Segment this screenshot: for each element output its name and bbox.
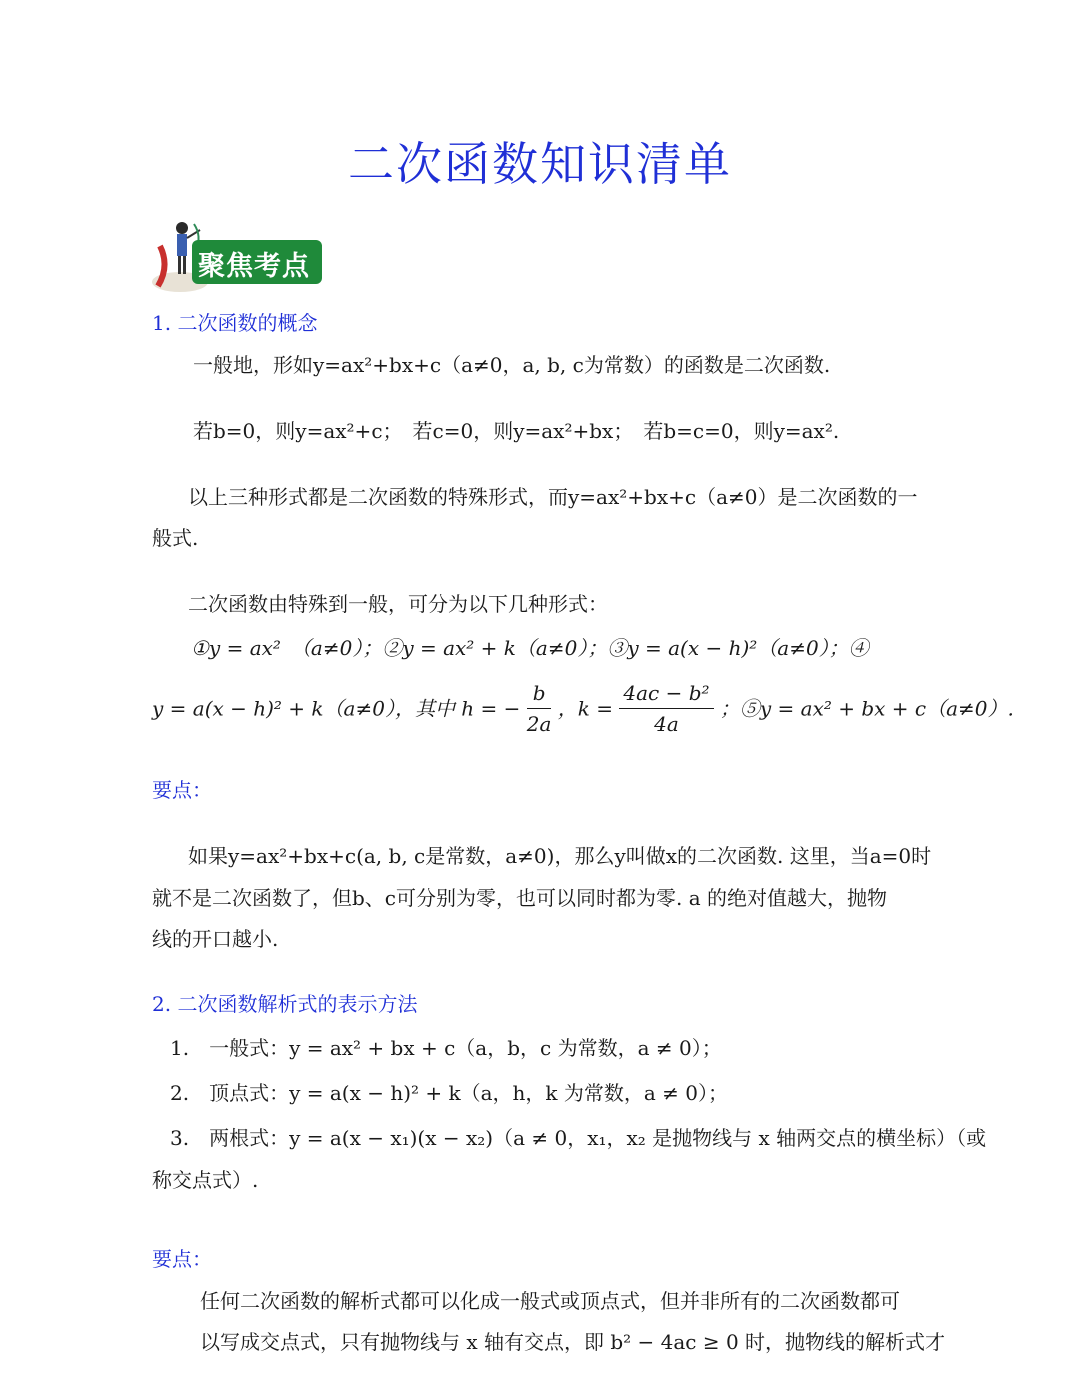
keypoint-label-2: 要点： — [152, 1247, 212, 1271]
keypoint-2-line-1: 任何二次函数的解析式都可以化成一般式或顶点式，但并非所有的二次函数都可 — [200, 1289, 900, 1313]
keypoint-label-1: 要点： — [152, 778, 212, 802]
expression-item-vertex: 2. 顶点式：y = a(x − h)² + k（a，h，k 为常数，a ≠ 0）； — [170, 1081, 729, 1105]
fraction-k-numerator: 4ac − b² — [619, 680, 713, 709]
keypoint-1-line-2: 就不是二次函数了，但b、c可分别为零，也可以同时都为零. a 的绝对值越大，抛物 — [152, 886, 887, 910]
keypoint-1-line-3: 线的开口越小. — [152, 927, 279, 951]
concept-paragraph-4: 二次函数由特殊到一般，可分为以下几种形式： — [188, 592, 608, 616]
section-heading-expressions: 2. 二次函数解析式的表示方法 — [152, 992, 418, 1016]
fraction-k — [619, 680, 713, 737]
forms-line-2-part-b: ，k = — [557, 696, 614, 721]
fraction-k-denominator: 4a — [654, 712, 679, 736]
concept-paragraph-2: 若b=0，则y=ax²+c； 若c=0，则y=ax²+bx； 若b=c=0，则y=ax². — [193, 419, 840, 443]
page-title: 二次函数知识清单 — [348, 137, 732, 191]
banner-label: 聚焦考点 — [198, 251, 310, 282]
forms-line-2-part-c: ；⑤y = ax² + bx + c（a≠0）. — [719, 696, 1014, 721]
section-heading-concept: 1. 二次函数的概念 — [152, 311, 318, 335]
keypoint-1-line-1: 如果y=ax²+bx+c(a, b, c是常数，a≠0)，那么y叫做x的二次函数. 这里，当a=0时 — [188, 844, 932, 868]
fraction-h-numerator: b — [527, 680, 552, 709]
keypoint-2-line-2: 以写成交点式，只有抛物线与 x 轴有交点，即 b² − 4ac ≥ 0 时，抛物线的解析式才 — [200, 1330, 946, 1354]
concept-paragraph-3-line1: 以上三种形式都是二次函数的特殊形式，而y=ax²+bx+c（a≠0）是二次函数的一 — [188, 485, 918, 509]
fraction-h-denominator: 2a — [526, 712, 552, 736]
expression-item-roots-cont: 称交点式）. — [152, 1168, 259, 1192]
concept-paragraph-1: 一般地，形如y=ax²+bx+c（a≠0，a, b, c为常数）的函数是二次函数. — [193, 353, 831, 377]
expression-item-general: 1. 一般式：y = ax² + bx + c（a，b，c 为常数，a ≠ 0）； — [170, 1036, 722, 1060]
forms-line-1: ①y = ax² （a≠0）；②y = ax² + k（a≠0）；③y = a(x − h)²（a≠0）；④ — [191, 636, 869, 660]
concept-paragraph-3-line2: 般式. — [152, 526, 199, 550]
forms-line-2 — [152, 680, 1014, 737]
focus-banner — [150, 216, 325, 296]
forms-line-2-part-a: y = a(x − h)² + k（a≠0），其中 h = − — [152, 696, 521, 721]
expression-item-roots: 3. 两根式：y = a(x − x₁)(x − x₂)（a ≠ 0，x₁，x₂ 是抛物线与 x 轴两交点的横坐标）（或 — [170, 1126, 987, 1150]
fraction-h — [527, 680, 552, 737]
